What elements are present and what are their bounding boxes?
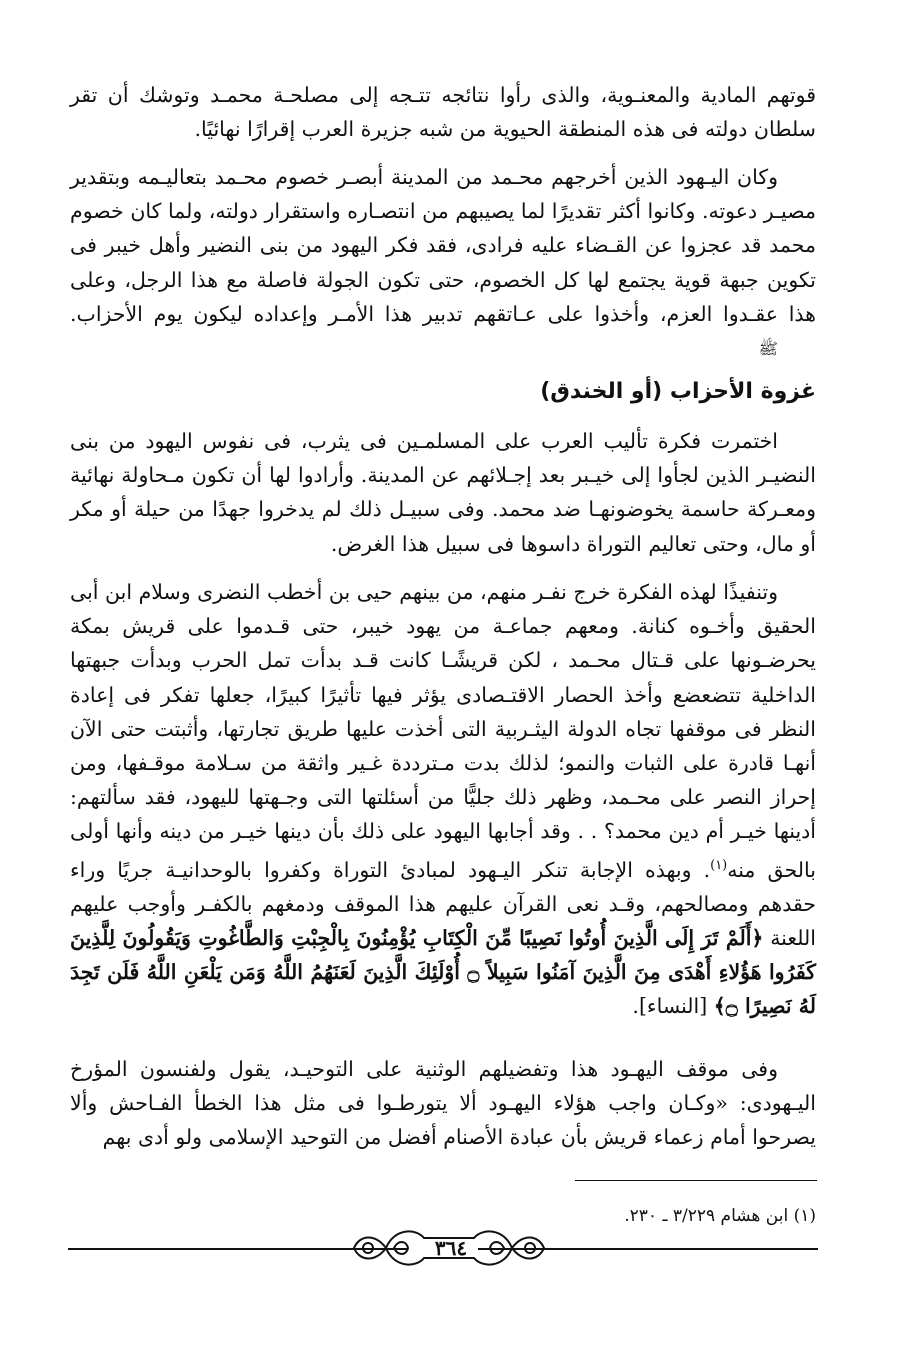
paragraph-1 xyxy=(70,160,816,367)
paragraph-idea xyxy=(70,424,816,561)
paragraph-3 xyxy=(70,575,816,1023)
footnote-ref: (١) xyxy=(710,857,728,873)
quran-verse: ﴿أَلَمْ تَرَ إِلَى الَّذِينَ أُوتُوا نَصِيبًا مِّنَ الْكِتَابِ يُؤْمِنُونَ بِالْجِبْتِ وَالطَّاغُوتِ وَيَقُولُونَ لِلَّذِينَ كَفَرُوا هَؤُلاءِ أَهْدَى مِنَ الَّذِينَ آمَنُوا سَبِيلاً ۝ أُوْلَئِكَ الَّذِينَ لَعَنَهُمُ اللَّهُ وَمَن يَلْعَنِ اللَّهُ فَلَن تَجِدَ لَهُ نَصِيرًا ۝﴾ xyxy=(70,925,817,1019)
paragraph-3-text: وتنفيذًا لهذه الفكرة خرج نفـر منهم، من بينهم حيى بن أخطب النضرى وسلام ابن أبى الحقيق وأخـوه كنانة. ومعهم جماعـة من يهود خيبر، حتى قـدموا على قريش بمكة يحرضـونها على قـتال محـمد ، لكن قريشًـا كانت قـد بدأت تمل الحرب وبدأت جبهتها الداخلية تتضعضع وأخذ الحصار الاقتـصادى يؤثر فيها تأثيرًا كبيرًا، جعلها تفكر فى إعادة النظر فى موقفها تجاه الدولة اليثـربية التى أخذت عليها طريق تجارتها، وأثبتت حتى الآن أنهـا قادرة على الثبات والنمو؛ لذلك بدت مـترددة غـير واثقة من سـلامة موقـفها، ومن إحراز النصر على محـمد، وظهر ذلك جليًّا من أسئلتها التى وجـهتها لليهود، فقد سألتهم: أدينها خيـر أم دين محمد؟ . . وقد أجابها اليهود على ذلك بأن دينها خيـر من دينه وأنها أولى بالحق منه xyxy=(70,580,817,882)
paragraph-2-text: اختمرت فكرة تأليب العرب على المسلمـين فى يثرب، فى نفوس اليهود من بنى النضيـر الذين لجأوا إلى خيـبر بعد إجـلائهم عن المدينة. وأرادوا لها أن تكون مـحاولة نهائية ومعـركة حاسمة يخوضونهـا ضد محمد. وفى سبيـل ذلك لم يدخروا جهدًا من حيلة أو مكر أو مال، وحتى تعاليم التوراة داسوها فى سبيل هذا الغرض. xyxy=(70,429,816,556)
paragraph-2 xyxy=(70,424,816,561)
paragraph-delegation xyxy=(70,575,816,1023)
paragraph-4b-text: وكـان واجب هؤلاء اليهـود ألا يتورطـوا فى مثل هذا الخطأ الفـاحش وألا يصرحوا أمام زعماء قريش بأن عبادة الأصنام أفضل من التوحيد الإسلامى ولو أدى بهم xyxy=(70,1091,816,1150)
paragraph-continuation xyxy=(70,78,816,146)
honorific-mark: ﷺ xyxy=(758,339,778,359)
paragraph-jews-plot xyxy=(70,160,816,367)
section-title: غزوة الأحزاب (أو الخندق) xyxy=(540,379,816,404)
paragraph-0 xyxy=(70,78,816,146)
page-number: ٣٦٤ xyxy=(434,1236,468,1260)
paragraph-1-text: وكان اليـهود الذين أخرجهم محـمد من المدينة أبصـر خصوم محـمد بتعاليـمه وبتقدير مصيـر دعوته. وكانوا أكثر تقديرًا لما يصيبهم من انتصـاره واستقرار دولته، ولما كان خصوم محمد قد عجزوا عن القـضاء عليه فرادى، فقد فكر اليهود من بنى النضير وأهل خيبر فى تكوين جبهة قوية يجتمع لها كل الخصوم، حتى تكون الجولة فاصلة مع هذا الرجل، وعلى هذا عقـدوا العزم، وأخذوا على عـاتقهم تدبير هذا الأمـر وإعداده ليكون يوم الأحزاب. xyxy=(70,165,816,326)
footnote: (١) ابن هشام ٣/٢٢٩ ـ ٢٣٠. xyxy=(624,1206,816,1226)
surah-reference: [النساء]. xyxy=(632,994,708,1019)
paragraph-0-text: قوتهم المادية والمعنـوية، والذى رأوا نتائجه تتـجه إلى مصلحـة محمـد وتوشك أن تقر سلطان دولته فى هذه المنطقة الحيوية من شبه جزيرة العرب إقرارًا نهائيًا. xyxy=(70,83,816,142)
paragraph-3b-text: . وبهذه الإجابة تنكر اليـهود لمبادئ التوراة وكفروا بالوحدانيـة جريًا وراء حقدهم ومصالحهم، وقـد نعى القرآن عليهم هذا الموقف ودمغهم بالكفـر وأوجب عليهم اللعنة xyxy=(70,857,816,950)
paragraph-4a-text: وفى موقف اليهـود هذا وتفضيلهم الوثنية على التوحيـد، يقول ولفنسون المؤرخ اليـهودى: xyxy=(70,1057,816,1116)
footnote-rule xyxy=(575,1180,817,1181)
paragraph-wolfensohn xyxy=(70,1052,816,1155)
open-quote: « xyxy=(715,1091,728,1116)
paragraph-4 xyxy=(70,1052,816,1155)
